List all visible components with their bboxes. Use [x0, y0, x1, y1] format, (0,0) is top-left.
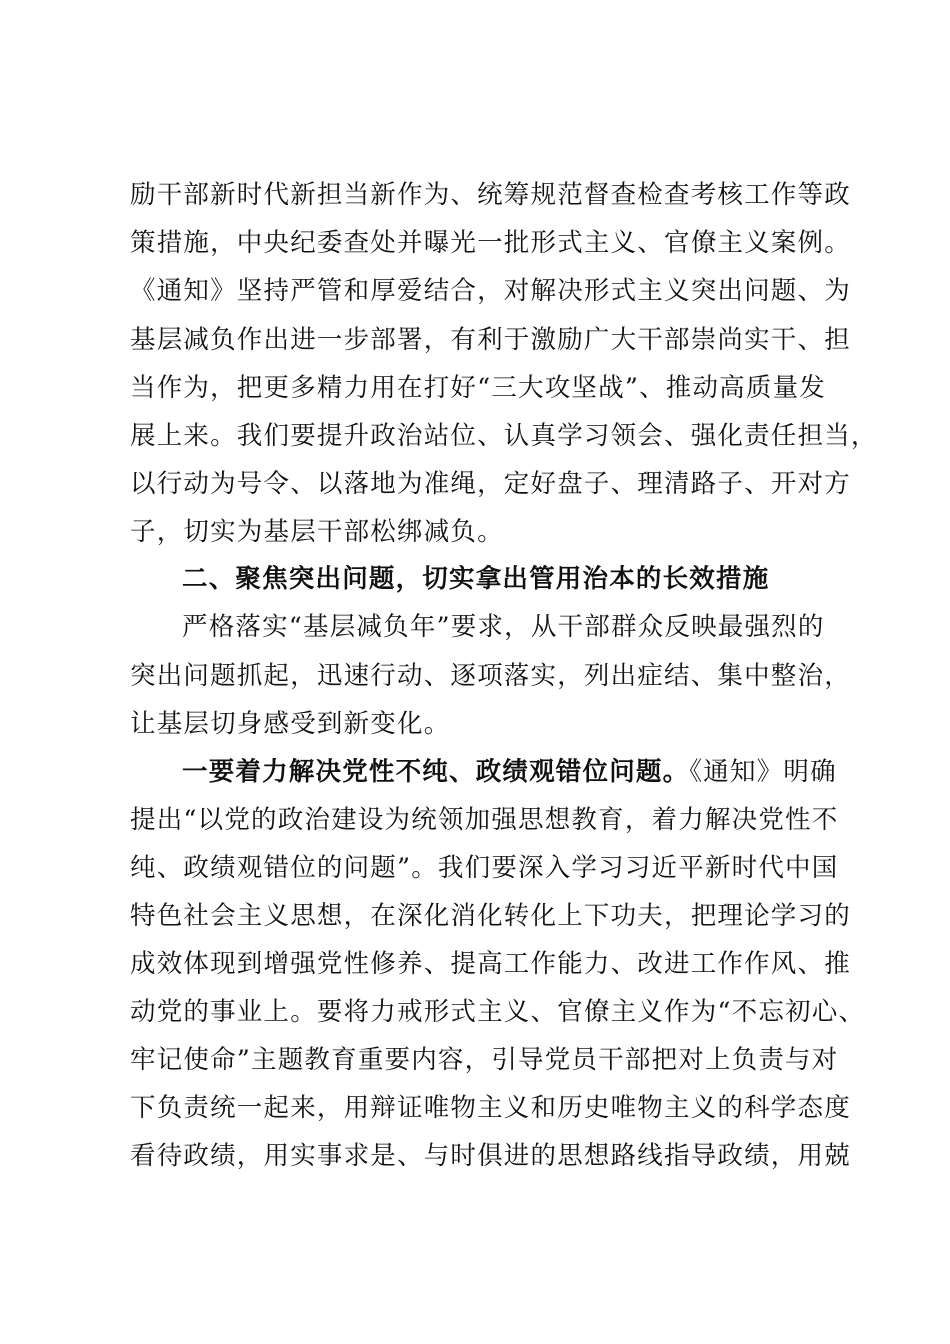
paragraph-line: 看待政绩，用实事求是、与时俱进的思想路线指导政绩，用兢 [130, 1141, 851, 1171]
paragraph-line: 提出“以党的政治建设为统领加强思想教育，着力解决党性不 [130, 805, 839, 835]
point-first-line [182, 750, 882, 794]
point-first-line-rest: 《通知》明确 [689, 757, 837, 787]
paragraph-line: 下负责统一起来，用辩证唯物主义和历史唯物主义的科学态度 [130, 1093, 851, 1123]
paragraph-line: 动党的事业上。要将力戒形式主义、官僚主义作为“不忘初心、 [130, 997, 866, 1027]
paragraph-line: 子，切实为基层干部松绑减负。 [130, 517, 504, 547]
section-heading: 二、聚焦突出问题，切实拿出管用治本的长效措施 [182, 564, 770, 594]
paragraph-line: 严格落实“基层减负年”要求，从干部群众反映最强烈的 [182, 612, 825, 642]
paragraph-line: 基层减负作出进一步部署，有利于激励广大干部崇尚实干、担 [130, 325, 851, 355]
paragraph-line: 策措施，中央纪委查处并曝光一批形式主义、官僚主义案例。 [130, 228, 851, 258]
paragraph-line: 以行动为号令、以落地为准绳，定好盘子、理清路子、开对方 [130, 469, 851, 499]
paragraph-line: 牢记使命”主题教育重要内容，引导党员干部把对上负责与对 [130, 1045, 839, 1075]
paragraph-line: 《通知》坚持严管和厚爱结合，对解决形式主义突出问题、为 [130, 276, 851, 306]
paragraph-line: 特色社会主义思想，在深化消化转化上下功夫，把理论学习的 [130, 901, 851, 931]
paragraph-line: 让基层切身感受到新变化。 [130, 709, 451, 739]
paragraph-line: 突出问题抓起，迅速行动、逐项落实，列出症结、集中整治， [130, 661, 851, 691]
paragraph-line: 纯、政绩观错位的问题”。我们要深入学习习近平新时代中国 [130, 853, 839, 883]
paragraph-line: 成效体现到增强党性修养、提高工作能力、改进工作作风、推 [130, 949, 851, 979]
paragraph-line: 励干部新时代新担当新作为、统筹规范督查检查考核工作等政 [130, 180, 851, 210]
paragraph-line: 展上来。我们要提升政治站位、认真学习领会、强化责任担当， [130, 421, 878, 451]
paragraph-line: 当作为，把更多精力用在打好“三大攻坚战”、推动高质量发 [130, 373, 826, 403]
point-heading: 一要着力解决党性不纯、政绩观错位问题。 [182, 757, 690, 787]
